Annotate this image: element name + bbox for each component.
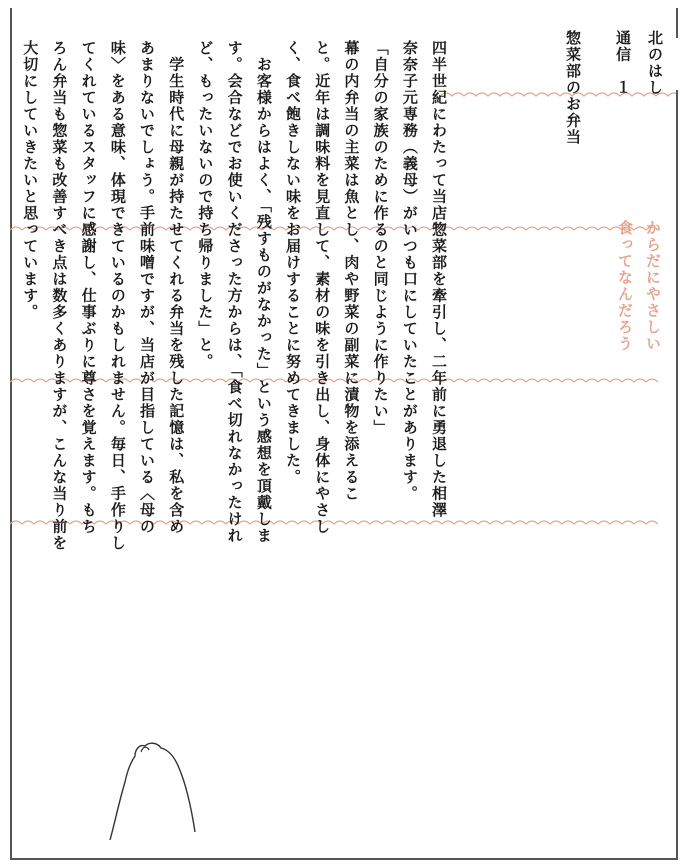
body-line: 幕の内弁当の主菜は魚とし、肉や野菜の副菜に漬物を添えるこ	[342, 40, 361, 502]
border-left	[10, 8, 12, 860]
body-line: と。近年は調味料を見直して、素材の味を引き出し、身体にやさし	[313, 40, 332, 535]
body-line: 四半世紀にわたって当店惣菜部を牽引し、二年前に勇退した相澤	[430, 40, 448, 519]
body-line: ろん弁当も惣菜も改善すべき点は数多くありますが、こんな当り前を	[50, 40, 69, 552]
body-line: てくれているスタッフに感謝し、仕事ぶりに尊さを覚えます。もち	[79, 40, 98, 535]
sidenote-line-1: からだにやさしい	[644, 220, 662, 352]
section-title: 惣菜部のお弁当	[564, 30, 582, 146]
body-line: あまりないでしょう。手前味噌ですが、当店が目指している〈母の	[138, 40, 156, 535]
body-line: く、食べ飽きしない味をお届けすることに努めてきました。	[284, 40, 302, 486]
border-top-right-tick	[676, 8, 678, 38]
body-line: ど、もったいないので持ち帰りました」と。	[196, 40, 215, 370]
body-line: お客様からはよく、「残すものがなかった」という感想を頂戴しま	[254, 40, 273, 544]
scallop-divider-1	[440, 92, 676, 100]
body-line: す。会合などでお使いくださった方からは、「食べ切れなかったけれ	[225, 40, 244, 544]
border-bottom	[10, 858, 678, 860]
body-line: 「自分の家族のために作るのと同じように作りたい」	[371, 40, 390, 436]
body-line: 学生時代に母親が持たせてくれる弁当を残した記憶は、私を含め	[167, 40, 186, 535]
body-line: 大切にしていきたいと思っています。	[21, 40, 40, 321]
bear-illustration	[105, 732, 200, 842]
sidenote-line-2: 食ってなんだろう	[616, 220, 634, 352]
body-line: 奈奈子元専務（義母）がいつも口にしていたことがあります。	[400, 40, 419, 502]
body-line: 味〉をある意味、体現できているのかもしれません。毎日、手作りし	[108, 40, 127, 552]
newsletter-title: 北のはし	[646, 30, 664, 96]
issue-number: 通信 １	[614, 30, 632, 96]
border-right	[676, 90, 678, 860]
